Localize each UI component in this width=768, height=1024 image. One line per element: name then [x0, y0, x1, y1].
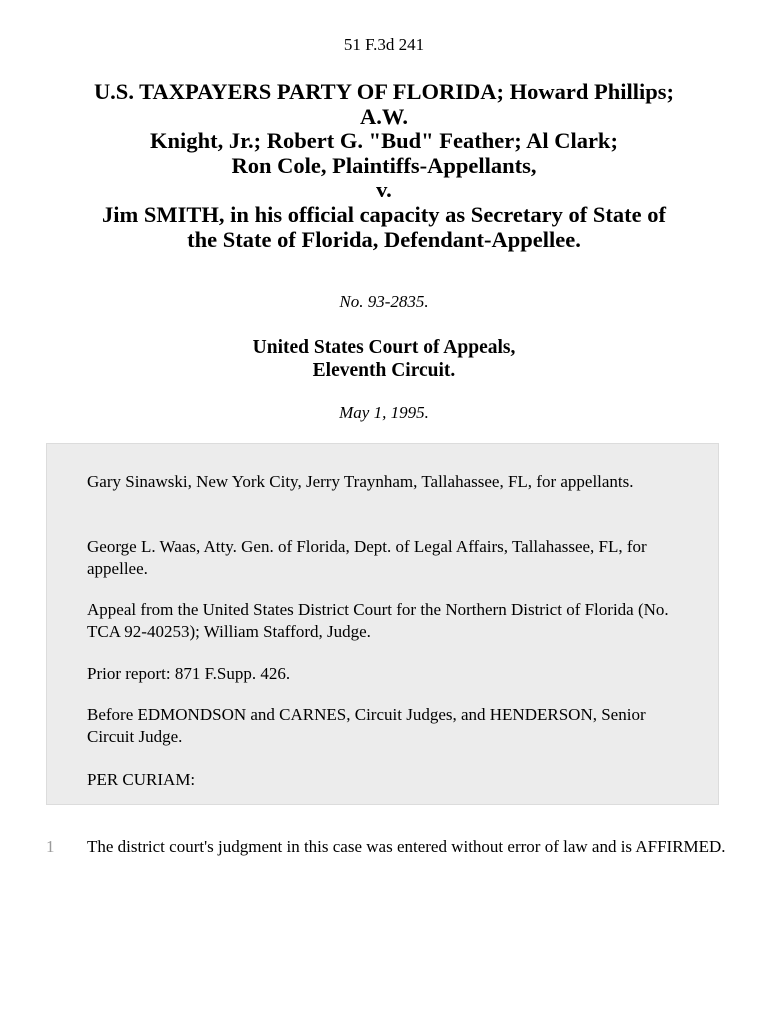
case-title — [40, 80, 728, 252]
case-title-line: v. — [376, 177, 392, 203]
court-line: United States Court of Appeals, — [252, 337, 516, 358]
case-title-line: A.W. — [360, 103, 408, 129]
decision-date: May 1, 1995. — [339, 403, 429, 422]
opinion-paragraph: The district court's judgment in this case was entered without error of law and is AFFIRMED. — [87, 837, 726, 856]
prior-report: Prior report: 871 F.Supp. 426. — [87, 664, 291, 683]
case-header-box — [46, 443, 719, 805]
case-title-line: Ron Cole, Plaintiffs-Appellants, — [231, 152, 537, 178]
counsel-appellee: George L. Waas, Atty. Gen. of Florida, Dept. of Legal Affairs, Tallahassee, FL, for appellee. — [87, 537, 647, 578]
docket-number: No. 93-2835. — [339, 292, 429, 311]
case-title-line: Knight, Jr.; Robert G. "Bud" Feather; Al Clark; — [150, 128, 618, 154]
paragraph-number: 1 — [46, 837, 55, 856]
per-curiam: PER CURIAM: — [87, 770, 196, 789]
appeal-origin: Appeal from the United States District Court for the Northern District of Florida (No. TCA 92-40253); William Stafford, Judge. — [87, 600, 669, 641]
court-line: Eleventh Circuit. — [312, 360, 456, 381]
court-name — [0, 336, 768, 382]
counsel-appellants: Gary Sinawski, New York City, Jerry Traynham, Tallahassee, FL, for appellants. — [87, 472, 634, 491]
citation: 51 F.3d 241 — [343, 35, 425, 54]
panel-judges: Before EDMONDSON and CARNES, Circuit Judges, and HENDERSON, Senior Circuit Judge. — [87, 705, 646, 746]
case-title-line: the State of Florida, Defendant-Appellee. — [187, 226, 581, 252]
case-title-line: U.S. TAXPAYERS PARTY OF FLORIDA; Howard Phillips; — [93, 79, 675, 104]
case-title-line: Jim SMITH, in his official capacity as Secretary of State of — [102, 201, 666, 227]
